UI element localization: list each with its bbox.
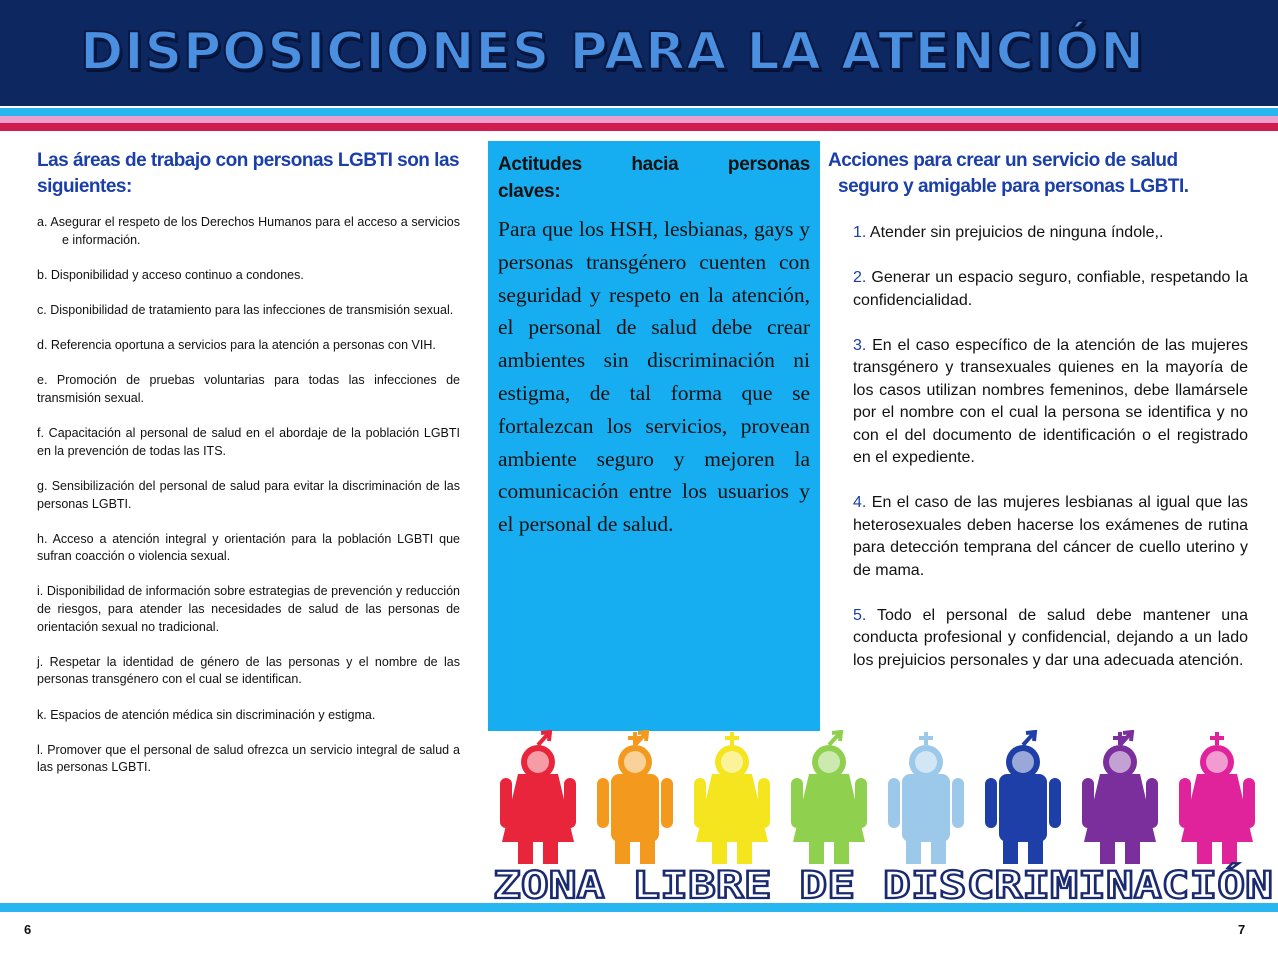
list-item: e. Promoción de pruebas voluntarias para todas las infecciones de transmisión sexual.	[37, 373, 460, 405]
work-areas-heading: Las áreas de trabajo con personas LGBTI son las siguientes:	[37, 150, 460, 197]
action-text: En el caso de las mujeres lesbianas al igual que las heterosexuales deben hacerse los exámenes de rutina para detección temprana del cáncer de cuello uterino y de mama.	[853, 494, 1248, 579]
person-figure-icon	[791, 732, 867, 864]
footer-stripe	[0, 903, 1278, 912]
person-figure-icon	[597, 732, 673, 864]
action-item	[853, 492, 1248, 582]
person-figure-icon	[888, 732, 964, 864]
list-item: h. Acceso a atención integral y orientación para la población LGBTI que sufran coacción o violencia sexual.	[37, 531, 460, 564]
action-number: 2.	[853, 269, 867, 286]
stripe-red	[0, 123, 1278, 131]
attitudes-panel	[488, 141, 820, 731]
stripe-pink	[0, 116, 1278, 123]
list-item: a. Asegurar el respeto de los Derechos Humanos para el acceso a servicios e información.	[37, 215, 460, 247]
list-item: f. Capacitación al personal de salud en el abordaje de la población LGBTI en la prevención de todas las ITS.	[37, 426, 460, 458]
action-text: Generar un espacio seguro, confiable, respetando la confidencialidad.	[853, 269, 1248, 309]
list-item: l. Promover que el personal de salud ofrezca un servicio integral de salud a las personas LGBTI.	[37, 742, 460, 775]
list-item: d. Referencia oportuna a servicios para la atención a personas con VIH.	[37, 338, 436, 353]
figure-group	[500, 732, 1255, 864]
action-item	[853, 222, 1248, 245]
action-text: Atender sin prejuicios de ninguna índole,.	[866, 224, 1164, 241]
action-item	[853, 267, 1248, 312]
attitudes-heading	[498, 151, 810, 205]
attitudes-heading-line2: claves:	[498, 181, 561, 202]
list-item: g. Sensibilización del personal de salud para evitar la discriminación de las personas LGBTI.	[37, 478, 460, 511]
action-text: Todo el personal de salud debe mantener una conducta profesional y confidencial, dejando a un lado los prejuicios personales y dar una adecuada atención.	[853, 606, 1248, 669]
person-figure-icon	[985, 732, 1061, 864]
action-number: 5.	[853, 606, 867, 624]
list-item: i. Disponibilidad de información sobre estrategias de prevención y reducción de riesgos, para atender las necesidades de salud de las personas de orientación sexual no tradicional.	[37, 584, 460, 634]
action-item	[853, 335, 1248, 470]
action-item	[853, 605, 1248, 673]
discrimination-free-zone-illustration	[488, 730, 1278, 905]
page-title: DISPOSICIONES PARA LA ATENCIÓN	[80, 22, 1145, 82]
list-item: k. Espacios de atención médica sin discriminación y estigma.	[37, 707, 376, 722]
action-number: 1.	[853, 224, 867, 241]
action-number: 3.	[853, 336, 867, 354]
page-number-right: 7	[1238, 922, 1246, 937]
list-item: j. Respetar la identidad de género de las personas y el nombre de las personas transgénero con el cual se identifican.	[37, 654, 460, 687]
list-item: b. Disponibilidad y acceso continuo a condones.	[37, 267, 304, 282]
attitudes-heading-line1: Actitudes hacia personas	[498, 154, 810, 175]
person-figure-icon	[1082, 732, 1158, 864]
actions-list	[853, 222, 1248, 695]
attitudes-body: Para que los HSH, lesbianas, gays y personas transgénero cuenten con seguridad y respeto en la atención, el personal de salud debe crear ambientes sin discriminación ni estigma, de tal forma que se fortalezcan los servicios, provean ambiente seguro y mejoren la comunicación entre los usuarios y el personal de salud.	[498, 217, 810, 537]
work-areas-column	[37, 148, 460, 795]
stripe-blue	[0, 108, 1278, 116]
actions-heading-line2: seguro y amigable para personas LGBTI.	[838, 176, 1189, 197]
actions-heading-line1: Acciones para crear un servicio de salud	[828, 150, 1178, 171]
action-text: En el caso específico de la atención de las mujeres transgénero y transexuales quienes en la mayoría de los casos utilizan nombres femeninos, debe llamársele por el nombre con el cual la persona se identifica y no con el del documento de identificación o el registrado en el expediente.	[853, 336, 1248, 466]
zone-caption: ZONA LIBRE DE DISCRIMINACIÓN	[493, 864, 1117, 905]
work-areas-list	[37, 214, 460, 777]
actions-heading	[828, 148, 1248, 200]
person-figure-icon	[500, 732, 576, 864]
action-number: 4.	[853, 494, 867, 511]
list-item: c. Disponibilidad de tratamiento para las infecciones de transmisión sexual.	[37, 302, 454, 317]
page-number-left: 6	[24, 922, 32, 937]
person-figure-icon	[1179, 732, 1255, 864]
person-figure-icon	[694, 732, 770, 864]
